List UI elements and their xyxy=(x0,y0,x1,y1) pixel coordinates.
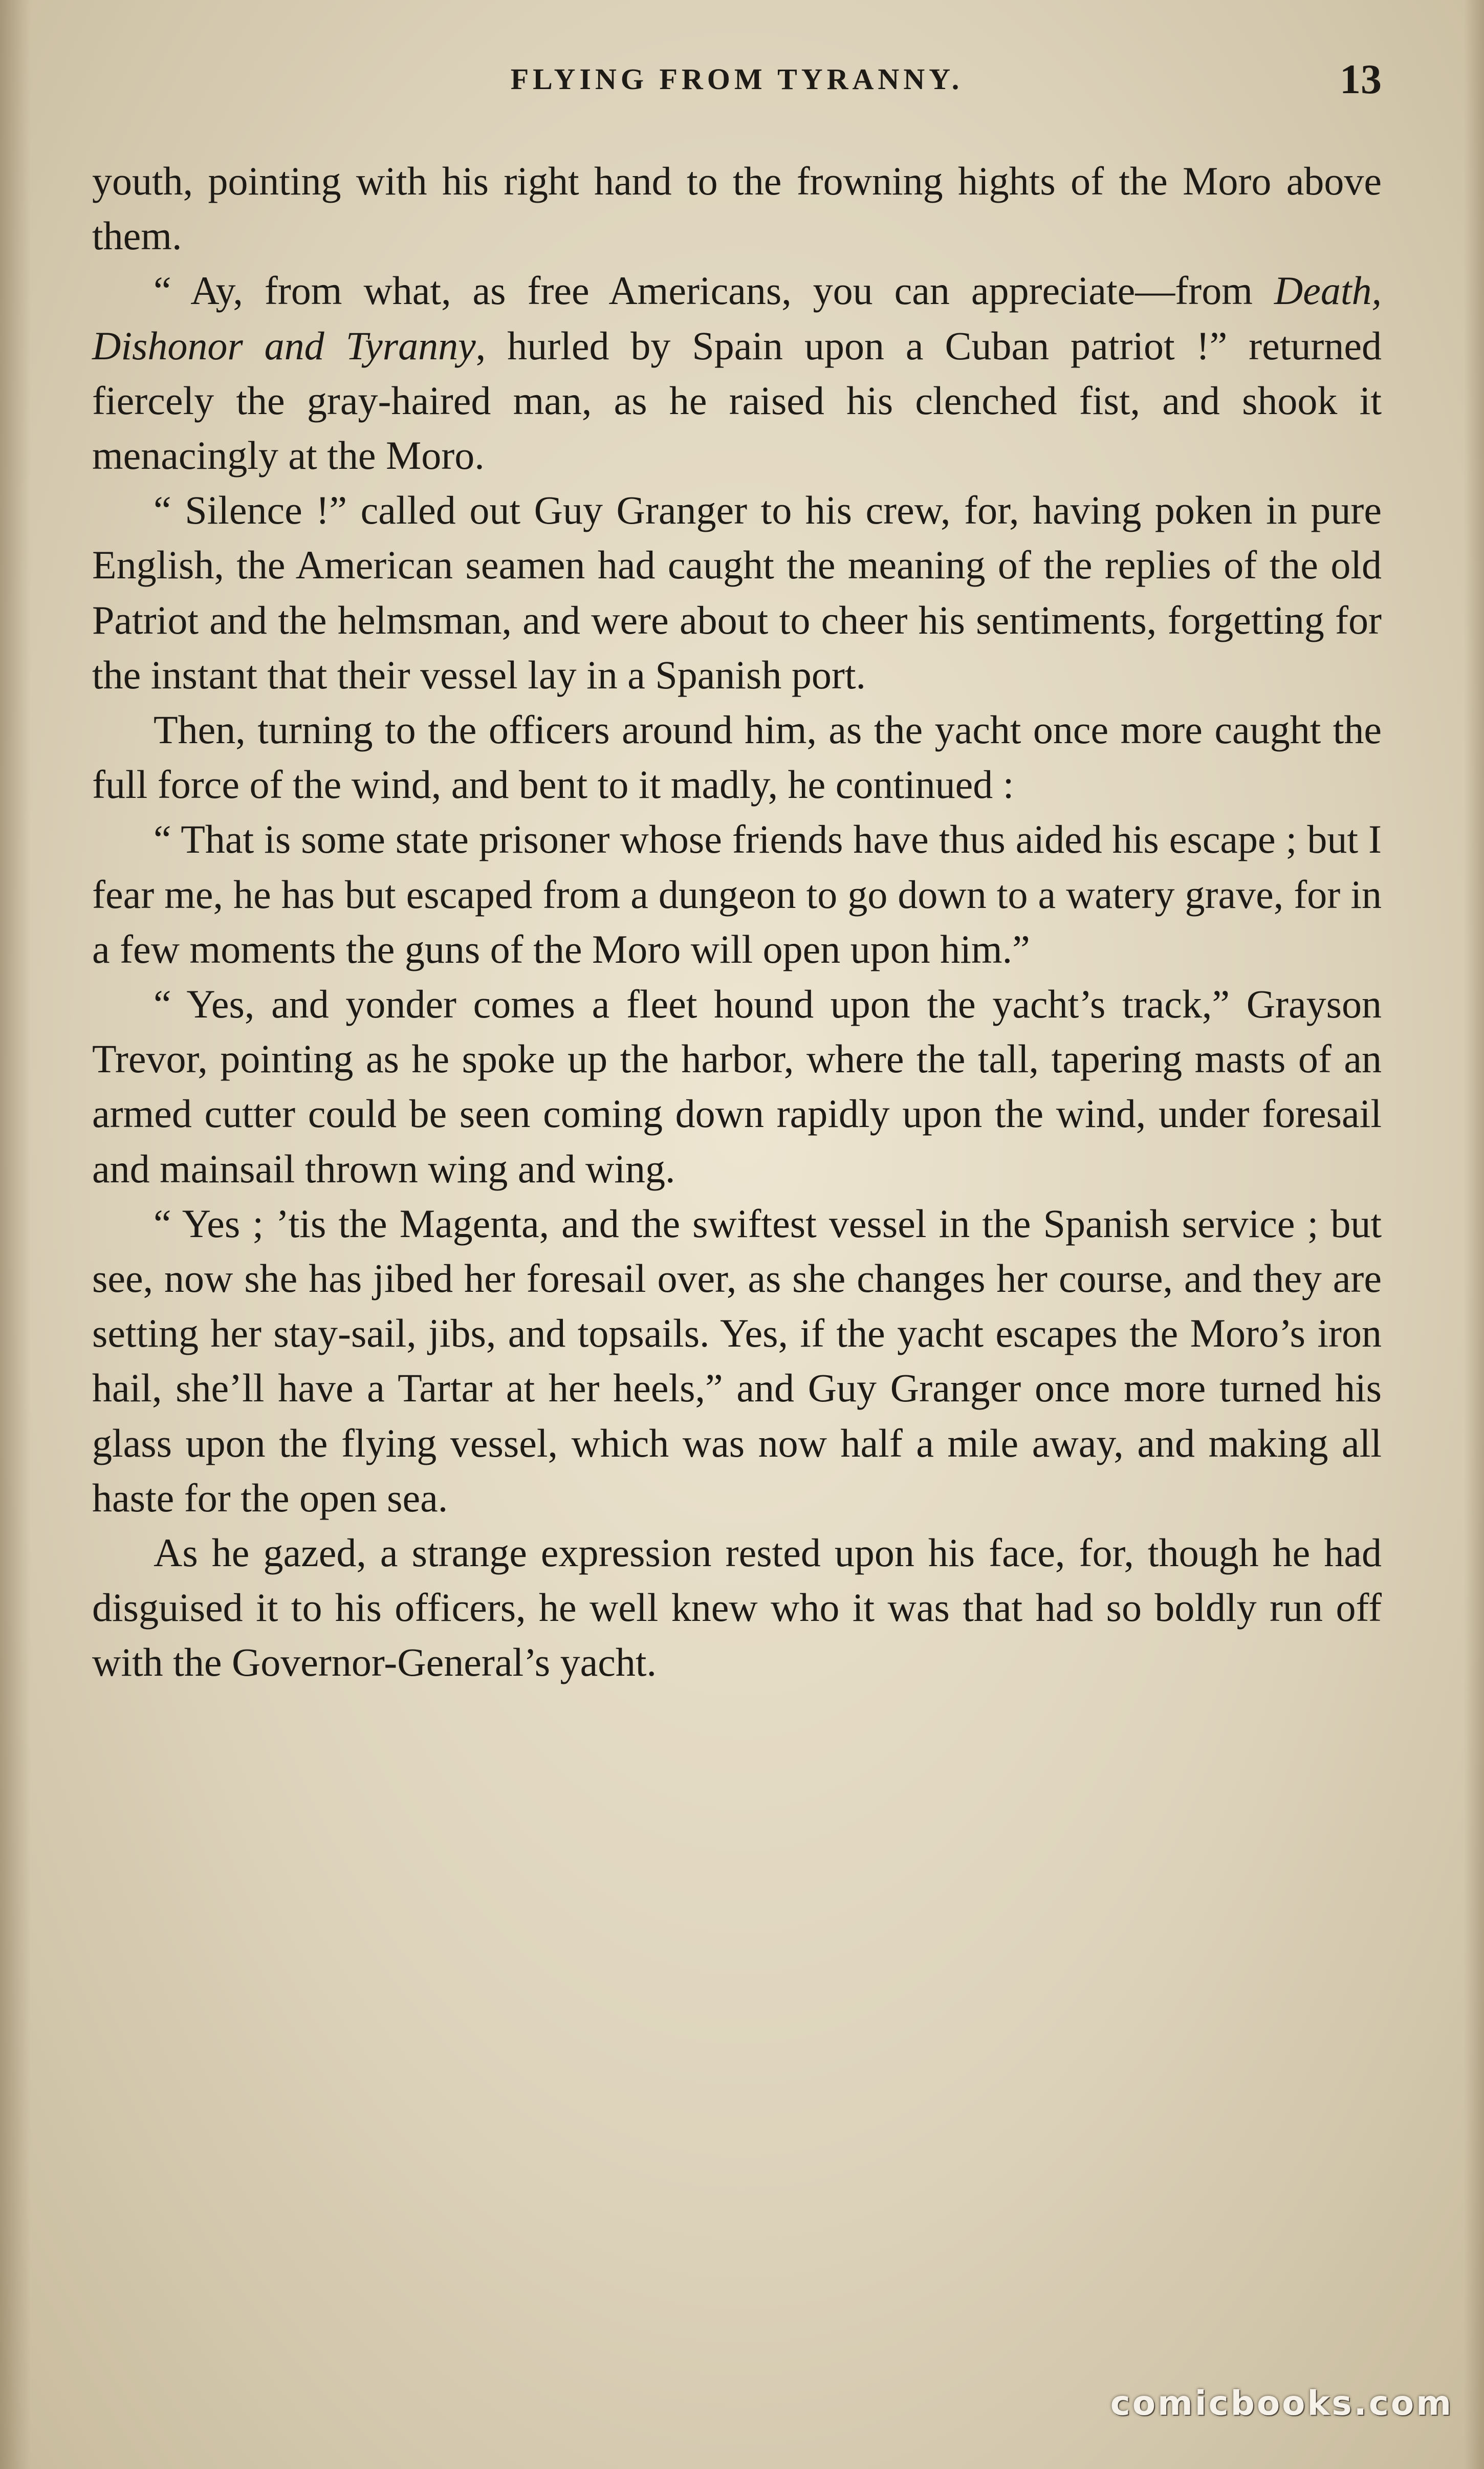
paragraph-3: “ Silence !” called out Guy Granger to his crew, for, having poken in pure English, the American seamen had caught the meaning of the replies of the old Patriot and the helmsman, and were about to cheer his sentiments, forgetting for the instant that their vessel lay in a Spanish port. xyxy=(92,488,1382,697)
paragraph-8: As he gazed, a strange expression rested upon his face, for, though he had disguised it to his officers, he well knew who it was that had so boldly run off with the Governor-General’s yacht. xyxy=(92,1530,1382,1685)
paragraph-2-part-1: “ Ay, from what, as free Americans, you can appreciate—from xyxy=(154,268,1274,313)
paragraph-2-part-2: , hurled by Spain upon a Cuban patriot !” returned fiercely the gray-haired man, as he raised his clenched fist, and shook it menacingly at the Moro. xyxy=(92,323,1382,478)
body-text xyxy=(92,154,1382,1690)
paragraph-2-italic: Death, Dishonor and Tyranny xyxy=(92,268,1382,368)
page-number: 13 xyxy=(1340,56,1382,102)
paragraph-5: “ That is some state prisoner whose friends have thus aided his escape ; but I fear me, he has but escaped from a dungeon to go down to a watery grave, for in a few moments the guns of the Moro will open upon him.” xyxy=(92,817,1382,971)
paragraph-7: “ Yes ; ’tis the Magenta, and the swiftest vessel in the Spanish service ; but see, now she has jibed her foresail over, as she changes her course, and they are setting her stay-sail, jibs, and topsails. Yes, if the yacht escapes the Moro’s iron hail, she’ll have a Tartar at her heels,” and Guy Granger once more turned his glass upon the flying vessel, which was now half a mile away, and making all haste for the open sea. xyxy=(92,1201,1382,1520)
paragraph-1: youth, pointing with his right hand to the frowning hights of the Moro above them. xyxy=(92,159,1382,258)
site-watermark: comicbooks.com xyxy=(1110,2384,1453,2423)
page-edge-shadow-right xyxy=(1464,0,1484,2469)
paragraph-2 xyxy=(92,263,1382,483)
page-header xyxy=(92,51,1382,107)
paragraph-6: “ Yes, and yonder comes a fleet hound upon the yacht’s track,” Grayson Trevor, pointing as he spoke up the harbor, where the tall, tapering masts of an armed cutter could be seen coming down rapidly upon the wind, under foresail and mainsail thrown wing and wing. xyxy=(92,982,1382,1191)
paragraph-4: Then, turning to the officers around him, as the yacht once more caught the full force of the wind, and bent to it madly, he continued : xyxy=(92,707,1382,807)
running-title: FLYING FROM TYRANNY. xyxy=(510,62,964,96)
page-edge-shadow-left xyxy=(0,0,31,2469)
